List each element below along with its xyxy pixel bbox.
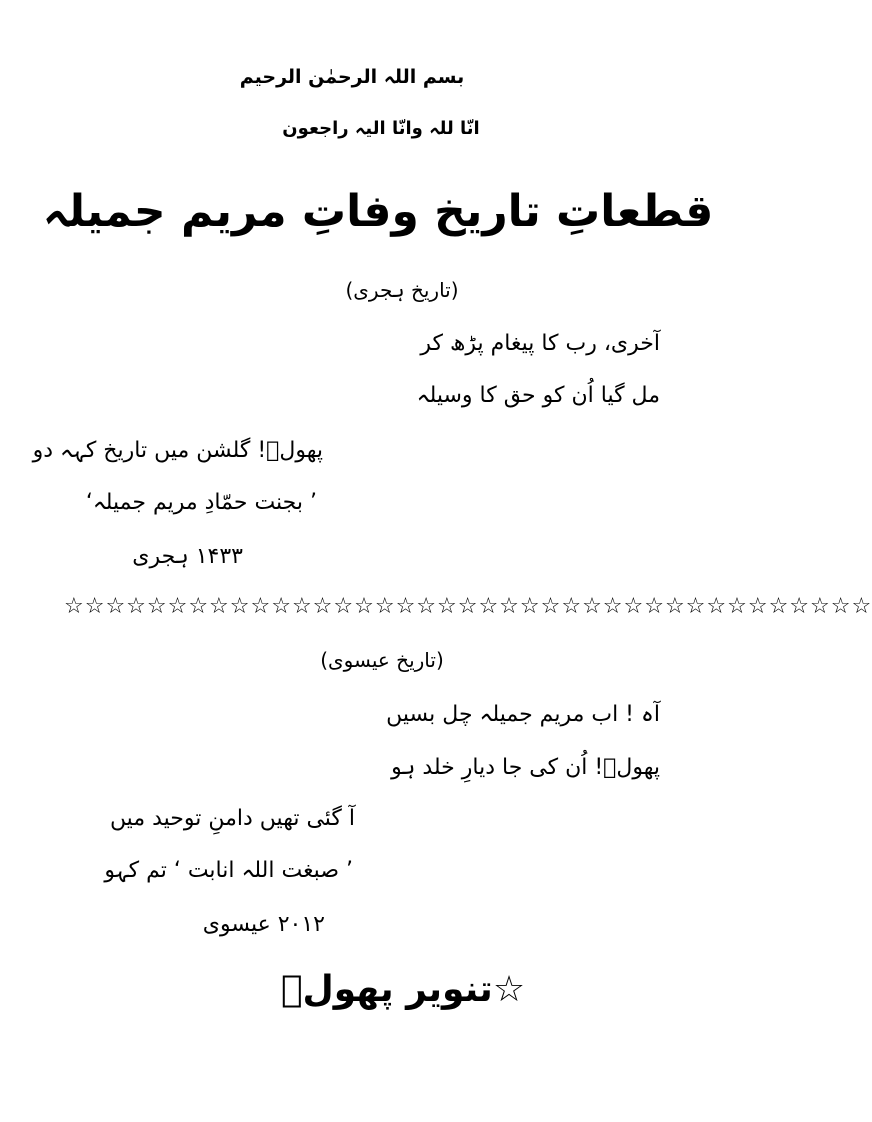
hijri-verse-2: مل گیا اُن کو حق کا وسیلہ <box>416 383 660 408</box>
gregorian-verse-2: پھولؔ! اُن کی جا دیارِ خلد ہو <box>391 755 660 780</box>
hijri-verse-4: ’ بجنت حمّادِ مریم جمیلہ‘ <box>85 490 317 515</box>
signature: ☆تنویر پھولؔ <box>280 969 526 1010</box>
hijri-year: ۱۴۳۳ ہجری <box>132 544 243 569</box>
gregorian-heading: (تاریخ عیسوی) <box>320 648 444 672</box>
hijri-verse-1: آخری، رب کا پیغام پڑھ کر <box>420 331 660 356</box>
star-separator: ☆☆☆☆☆☆☆☆☆☆☆☆☆☆☆☆☆☆☆☆☆☆☆☆☆☆☆☆☆☆☆☆☆☆☆☆☆☆☆ <box>64 594 872 619</box>
page-title: قطعاتِ تاریخ وفاتِ مریم جمیلہ <box>42 186 714 237</box>
bismillah: بسم اللہ الرحمٰن الرحیم <box>239 66 465 88</box>
gregorian-verse-4: ’ صبغت اللہ انابت ‘ تم کہو <box>104 858 353 883</box>
gregorian-year: ۲۰۱۲ عیسوی <box>202 912 325 937</box>
gregorian-verse-3: آ گئی تھیں دامنِ توحید میں <box>109 806 355 831</box>
gregorian-verse-1: آہ ! اب مریم جمیلہ چل بسیں <box>386 702 660 727</box>
hijri-heading: (تاریخ ہجری) <box>345 278 459 302</box>
inna-lillah: انّا للہ وانّا الیہ راجعون <box>282 118 480 139</box>
hijri-verse-3: پھولؔ! گلشن میں تاریخ کہہ دو <box>32 438 323 463</box>
